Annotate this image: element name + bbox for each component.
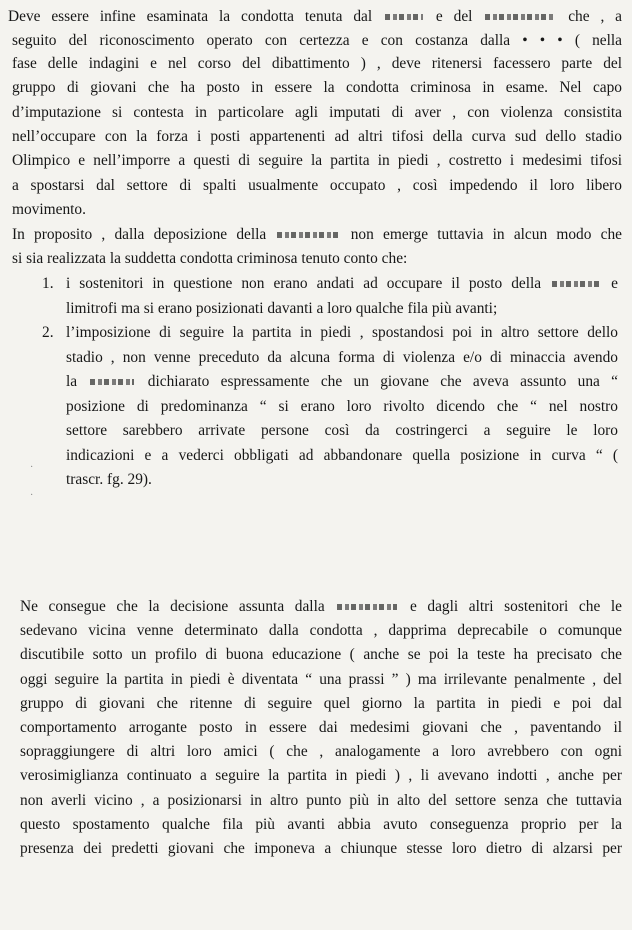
text-line: Deve essere infine esaminata la condotta tenuta dal e del che , a [8, 8, 622, 25]
redaction-mark [385, 14, 423, 20]
redaction-mark [485, 14, 555, 20]
text-line: sedevano vicina venne determinato dalla condotta , dapprima deprecabile o comunque [20, 622, 622, 640]
text-line: si sia realizzata la suddetta condotta criminosa tenuto conto che: [12, 250, 408, 267]
text-line: settore sarebbero arrivate persone così da costringerci a seguire le loro [66, 422, 618, 439]
text-line: gruppo di giovani che ha posto in essere la condotta criminosa in esame. Nel capo [12, 79, 622, 96]
text-line: indicazioni e a vederci obbligati ad abbandonare quella posizione in curva “ ( [66, 447, 618, 464]
text-line: seguito del riconoscimento operato con certezza e con costanza dalla • • • ( nella [12, 32, 622, 49]
text-line: trascr. fg. 29). [66, 471, 152, 488]
scan-speck: · [30, 462, 34, 473]
text-line: limitrofi ma si erano posizionati davanti a loro qualche fila più avanti; [66, 300, 498, 317]
scan-speck: · [30, 490, 34, 501]
list-number: 1. [42, 275, 54, 292]
text-line: Olimpico e nell’imporre a questi di seguire la partita in piedi , costretto i medesimi tifosi [12, 152, 622, 169]
text-line: d’imputazione si contesta in particolare agli imputati di aver , con violenza consistita [12, 104, 622, 121]
redaction-mark [277, 232, 339, 238]
text-line: posizione di predominanza “ si erano loro rivolto dicendo che “ nel nostro [66, 398, 618, 415]
text-line: presenza dei predetti giovani che imponeva a chiunque stesse loro dietro di alzarsi per [20, 840, 622, 857]
redaction-mark [90, 379, 134, 385]
text-line: questo spostamento qualche fila più avanti abbia avuto conseguenza proprio per la [20, 815, 622, 833]
text-line: non averli vicino , a posizionarsi in altro punto più in alto del settore senza che tuttavia [20, 791, 622, 809]
text-line: movimento. [12, 201, 86, 218]
text-line: discutibile sotto un profilo di buona educazione ( anche se poi la teste ha precisato che [20, 646, 622, 664]
text-line: gruppo di giovani che ritenne di seguire quel giorno la partita in piedi e poi dal [20, 694, 622, 712]
list-number: 2. [42, 324, 54, 341]
text-line: l’imposizione di seguire la partita in piedi , spostandosi poi in altro settore dello [66, 324, 618, 341]
text-line: stadio , non venne preceduto da alcuna forma di violenza e/o di minaccia avendo [66, 349, 618, 366]
text-line: i sostenitori in questione non erano andati ad occupare il posto della e [66, 275, 618, 292]
redaction-mark [552, 281, 600, 287]
text-line: In proposito , dalla deposizione della non emerge tuttavia in alcun modo che [12, 226, 622, 243]
text-line: oggi seguire la partita in piedi è diventata “ una prassi ” ) ma irrilevante penalmente , del [20, 670, 622, 688]
redaction-mark [337, 604, 397, 610]
text-line: a spostarsi dal settore di spalti usualmente occupato , così impedendo il loro libero [12, 177, 622, 194]
text-line: verosimiglianza continuato a seguire la partita in piedi ) , li avevano indotti , anche per [20, 767, 622, 785]
text-line: Ne consegue che la decisione assunta dalla e dagli altri sostenitori che le [20, 598, 622, 615]
text-line: fase delle indagini e nel corso del dibattimento ) , deve ritenersi facessero parte del [12, 55, 622, 72]
text-line: comportamento arrogante posto in essere dai medesimi giovani che , paventando il [20, 719, 622, 736]
text-line: la dichiarato espressamente che un giovane che aveva assunto una “ [66, 373, 618, 390]
text-line: nell’occupare con la forza i posti appartenenti ad altri tifosi della curva sud dello stadio [12, 128, 622, 145]
text-line: sopraggiungere di altri loro amici ( che , analogamente a loro avrebbero con ogni [20, 743, 622, 761]
